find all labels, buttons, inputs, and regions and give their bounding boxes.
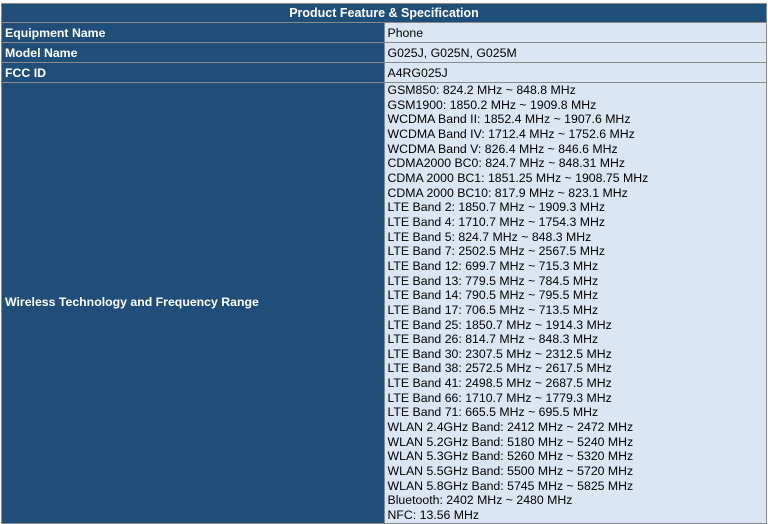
table-header-row [2, 4, 767, 23]
frequency-item: WLAN 2.4GHz Band: 2412 MHz ~ 2472 MHz [387, 420, 634, 435]
frequency-item: LTE Band 7: 2502.5 MHz ~ 2567.5 MHz [387, 244, 605, 259]
frequency-item: WLAN 5.3GHz Band: 5260 MHz ~ 5320 MHz [387, 449, 634, 464]
frequency-item: GSM1900: 1850.2 MHz ~ 1909.8 MHz [387, 97, 597, 112]
frequency-item: LTE Band 30: 2307.5 MHz ~ 2312.5 MHz [387, 346, 612, 361]
frequency-item: GSM850: 824.2 MHz ~ 848.8 MHz [387, 83, 576, 97]
frequency-item: WCDMA Band IV: 1712.4 MHz ~ 1752.6 MHz [387, 126, 635, 141]
frequency-list [388, 83, 764, 523]
frequency-item: LTE Band 41: 2498.5 MHz ~ 2687.5 MHz [387, 376, 612, 391]
frequency-item: LTE Band 4: 1710.7 MHz ~ 1754.3 MHz [387, 214, 605, 229]
wireless-technology-label: Wireless Technology and Frequency Range [2, 83, 385, 524]
wireless-frequency-value [384, 83, 767, 524]
frequency-item: Bluetooth: 2402 MHz ~ 2480 MHz [387, 493, 573, 508]
frequency-item: CDMA 2000 BC1: 1851.25 MHz ~ 1908.75 MHz [387, 170, 649, 185]
frequency-item: WLAN 5.8GHz Band: 5745 MHz ~ 5825 MHz [387, 478, 634, 493]
frequency-item: LTE Band 38: 2572.5 MHz ~ 2617.5 MHz [387, 361, 612, 376]
model-name-label: Model Name [2, 43, 385, 63]
equipment-name-label: Equipment Name [2, 23, 385, 43]
frequency-item: WLAN 5.2GHz Band: 5180 MHz ~ 5240 MHz [387, 434, 634, 449]
table-row [2, 23, 767, 43]
frequency-item: WCDMA Band V: 826.4 MHz ~ 846.6 MHz [387, 141, 618, 156]
table-title: Product Feature & Specification [2, 4, 767, 23]
frequency-item: CDMA2000 BC0: 824.7 MHz ~ 848.31 MHz [387, 156, 626, 171]
spec-table [1, 3, 767, 524]
table-row [2, 43, 767, 63]
frequency-item: LTE Band 13: 779.5 MHz ~ 784.5 MHz [387, 273, 599, 288]
frequency-item: LTE Band 25: 1850.7 MHz ~ 1914.3 MHz [387, 317, 612, 332]
fcc-id-label: FCC ID [2, 63, 385, 83]
frequency-item: CDMA 2000 BC10: 817.9 MHz ~ 823.1 MHz [387, 185, 628, 200]
model-name-value: G025J, G025N, G025M [384, 43, 767, 63]
frequency-item: LTE Band 26: 814.7 MHz ~ 848.3 MHz [387, 332, 599, 347]
table-row [2, 63, 767, 83]
frequency-item: NFC: 13.56 MHz [387, 508, 480, 523]
frequency-item: WLAN 5.5GHz Band: 5500 MHz ~ 5720 MHz [387, 464, 634, 479]
frequency-item: LTE Band 66: 1710.7 MHz ~ 1779.3 MHz [387, 390, 612, 405]
frequency-item: LTE Band 5: 824.7 MHz ~ 848.3 MHz [387, 229, 592, 244]
frequency-item: LTE Band 14: 790.5 MHz ~ 795.5 MHz [387, 288, 599, 303]
frequency-item: LTE Band 2: 1850.7 MHz ~ 1909.3 MHz [387, 200, 605, 215]
frequency-item: LTE Band 17: 706.5 MHz ~ 713.5 MHz [387, 302, 599, 317]
fcc-id-value: A4RG025J [384, 63, 767, 83]
frequency-item: LTE Band 12: 699.7 MHz ~ 715.3 MHz [387, 258, 599, 273]
frequency-item: WCDMA Band II: 1852.4 MHz ~ 1907.6 MHz [387, 112, 631, 127]
table-row [2, 83, 767, 524]
equipment-name-value: Phone [384, 23, 767, 43]
frequency-item: LTE Band 71: 665.5 MHz ~ 695.5 MHz [387, 405, 599, 420]
